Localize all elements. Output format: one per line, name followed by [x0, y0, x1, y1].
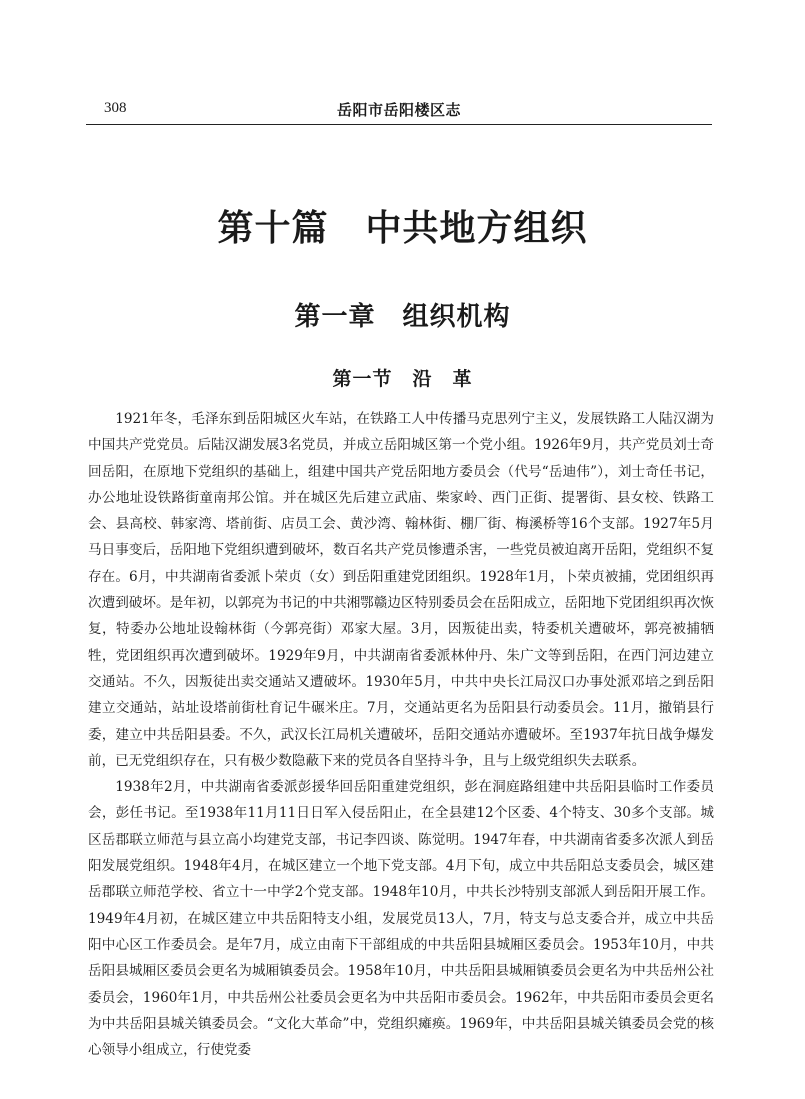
- page-number: 308: [104, 100, 127, 116]
- running-header: [86, 96, 712, 125]
- body-text: [88, 406, 714, 1063]
- book-title: 岳阳市岳阳楼区志: [336, 101, 461, 119]
- part-title: 第十篇 中共地方组织: [217, 207, 588, 249]
- chapter-title: 第一章 组织机构: [294, 302, 511, 332]
- paragraph: 1921年冬，毛泽东到岳阳城区火车站，在铁路工人中传播马克思列宁主义，发展铁路工人陆汉湖为中国共产党党员。后陆汉湖发展3名党员，并成立岳阳城区第一个党小组。1926年9月，共产党员刘士奇回岳阳，在原地下党组织的基础上，组建中国共产党岳阳地方委员会（代号“岳迪伟”），刘士奇任书记，办公地址设铁路街童南邦公馆。并在城区先后建立武庙、柴家岭、西门正街、提署街、县女校、铁路工会、县高校、韩家湾、塔前街、店员工会、黄沙湾、翰林街、棚厂街、梅溪桥等16个支部。1927年5月马日事变后，岳阳地下党组织遭到破坏，数百名共产党员惨遭杀害，一些党员被迫离开岳阳，党组织不复存在。6月，中共湖南省委派卜荣贞（女）到岳阳重建党团组织。1928年1月，卜荣贞被捕，党团组织再次遭到破坏。是年初，以郭亮为书记的中共湘鄂赣边区特别委员会在岳阳成立，岳阳地下党团组织再次恢复，特委办公地址设翰林街（今郭亮街）邓家大屋。3月，因叛徒出卖，特委机关遭破坏，郭亮被捕牺牲，党团组织再次遭到破坏。1929年9月，中共湖南省委派林仲丹、朱广文等到岳阳，在西门河边建立交通站。不久，因叛徒出卖交通站又遭破坏。1930年5月，中共中央长江局汉口办事处派邓培之到岳阳建立交通站，站址设塔前街杜育记牛碾米庄。7月，交通站更名为岳阳县行动委员会。11月，撤销县行委，建立中共岳阳县委。不久，武汉长江局机关遭破坏，岳阳交通站亦遭破坏。至1937年抗日战争爆发前，已无党组织存在，只有极少数隐蔽下来的党员各自坚持斗争，且与上级党组织失去联系。: [88, 411, 714, 769]
- section-title: 第一节 沿 革: [332, 368, 473, 390]
- paragraph: 1938年2月，中共湖南省委派彭援华回岳阳重建党组织，彭在洞庭路组建中共岳阳县临时工作委员会，彭任书记。至1938年11月11日日军入侵岳阳止，在全县建12个区委、4个特支、30多个支部。城区岳郡联立师范与县立高小均建党支部，书记李四谈、陈觉明。1947年春，中共湖南省委多次派人到岳阳发展党组织。1948年4月，在城区建立一个地下党支部。4月下旬，成立中共岳阳总支委员会，城区建岳郡联立师范学校、省立十一中学2个党支部。1948年10月，中共长沙特别支部派人到岳阳开展工作。1949年4月初，在城区建立中共岳阳特支小组，发展党员13人，7月，特支与总支委合并，成立中共岳阳中心区工作委员会。是年7月，成立由南下干部组成的中共岳阳县城厢区委员会。1953年10月，中共岳阳县城厢区委员会更名为城厢镇委员会。1958年10月，中共岳阳县城厢镇委员会更名为中共岳州公社委员会，1960年1月，中共岳州公社委员会更名为中共岳阳市委员会。1962年，中共岳阳市委员会更名为中共岳阳县城关镇委员会。“文化大革命”中，党组织瘫痪。1969年，中共岳阳县城关镇委员会党的核心领导小组成立，行使党委: [88, 779, 714, 1059]
